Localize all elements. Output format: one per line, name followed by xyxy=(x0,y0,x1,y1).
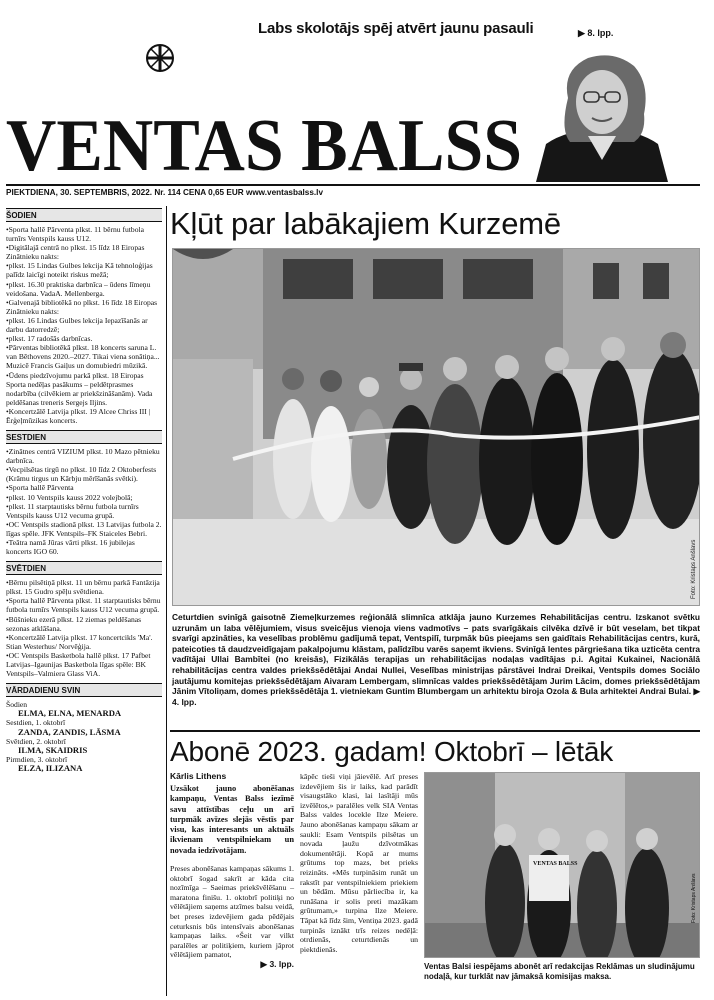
sidebar-event: •Sporta hallē Pārventa plkst. 11 bērnu futbola turnīrs Ventspils kauss U12. xyxy=(6,225,144,244)
sidebar-event: •Koncertzālē Latvija plkst. 17 koncertcikls 'Ma'. Stian Westerhus/ Norvēģija. xyxy=(6,632,153,651)
sidebar-event: Šodien xyxy=(6,700,28,710)
second-byline: Kārlis Lithens xyxy=(170,771,227,781)
sidebar-event: •plkst. 10 Ventspils kauss 2022 volejbolā; xyxy=(6,492,133,502)
sidebar-event: •Sporta hallē Pārventa xyxy=(6,483,74,493)
sidebar-event: •Pārventas bibliotēkā plkst. 18 koncerts saruna L. van Bēthovens 2020.–2027. Tikai viena sonātiņa... Muzicē Francis Gaiļus un domubiedri mūzikā. xyxy=(6,343,160,371)
sidebar-event: ZANDA, ZANDIS, LĀSMA xyxy=(18,726,121,737)
sidebar-section xyxy=(6,208,162,425)
coat-of-arms-icon xyxy=(147,45,173,71)
photo-credit: Foto: Kristaps Anšlavs xyxy=(691,539,697,599)
sidebar-event: •OC Ventspils stadionā plkst. 13 Latvijas futbola 2. līgas spēle. JFK Ventspils–FK Staiceles Bebri. xyxy=(6,519,162,538)
masthead-title: VENTAS BALSS xyxy=(6,105,522,178)
sidebar-section-heading: ŠODIEN xyxy=(6,208,162,222)
section-rule xyxy=(170,730,700,732)
main-headline: Kļūt par labākajiem Kurzemē xyxy=(170,206,561,241)
sidebar-event: ELMA, ELNA, MENARDA xyxy=(18,708,122,719)
sidebar-section-heading: VĀRDADIENU SVIN xyxy=(6,683,162,697)
sidebar-section-heading: SESTDIEN xyxy=(6,430,162,444)
teaser-portrait xyxy=(526,40,678,182)
sidebar-event: Sestdien, 1. oktobrī xyxy=(6,718,66,728)
sidebar-section xyxy=(6,430,162,556)
events-sidebar xyxy=(6,208,162,778)
teaser-headline: Labs skolotājs spēj atvērt jaunu pasauli xyxy=(258,20,534,37)
sidebar-section xyxy=(6,561,162,678)
sidebar-event: •Ūdens piedzīvojumu parkā plkst. 18 Eiropas Sporta nedēļas pasākums – peldētprasmes nodarbība (cilvēkiem ar priekšzināšanām). Vada peldēšanas treneris Sergejs Iljins. xyxy=(6,370,153,407)
sidebar-event: •plkst. 16.30 praktiska darbnīca – ūdens līmeņu veidošana. VadaA. Mellenberga. xyxy=(6,279,151,298)
main-lead-ref-text: 4. lpp. xyxy=(172,696,197,707)
teaser-page-ref: ▶ 8. lpp. xyxy=(578,28,614,38)
sidebar-event: •plkst. 16 Lindas Gulbes lekcija Iepazīšanās ar darbu datorredzē; xyxy=(6,315,148,335)
second-col-1 xyxy=(170,784,294,970)
sidebar-event: •plkst. 11 starptautisks bērnu futbola turnīrs Ventspils kauss U12 vecuma grupā. xyxy=(6,501,139,520)
teaser-page-ref-text: 8. lpp. xyxy=(587,28,614,38)
sidebar-event: •OC Ventspils Basketbola hallē plkst. 17 Pafbet Latvijas–Igaunijas Basketbola līgas spēle: BK Ventspils–Valmiera Glass ViA. xyxy=(6,650,151,679)
masthead-rule xyxy=(6,184,700,186)
main-lead-ref[interactable]: ▶ 4. lpp. xyxy=(172,686,701,707)
sidebar-event: •Digitālajā centrā no plkst. 15 līdz 18 Eiropas Zinātnieku nakts: xyxy=(6,243,145,262)
ribbon-cutting-photo xyxy=(172,248,700,606)
sidebar-event: •plkst. 15 Lindas Gulbes lekcija Kā tehnoloģijas palīdz laicīgi noteikt riskus mežā; xyxy=(6,261,153,280)
sidebar-event: •Koncertzālē Latvija plkst. 19 Alcee Chriss III | Ērģeļmūzikas koncerts. xyxy=(6,406,151,425)
sidebar-event: Pirmdien, 3. oktobrī xyxy=(6,754,68,764)
sidebar-section xyxy=(6,683,162,773)
second-col2-body: kāpēc tieši viņi jāievēlē. Arī preses izdevējiem šis ir laiks, kad parādīt visaugstāko klasi, lai lasītāji mūs izvēlētos,» paralēles velk SIA Ventas Balss valdes locekle Ilze Meiere. Jauno abonēšanas kampaņu sākam ar saukli: Esam Ventspils pilsētas un novada ļaužu dzīvotmākas dokumentētāji. Kopā ar mums grūtums top mazs, bet prieks reizināts. «Mēs turpināsim runāt un rakstīt par ventspilniekiem priekiem un bēdām. Mūsu pārliecība ir, ka runāšana ir solis preti mazākam grūtumam,» turpina Ilze Meiere. Tāpat kā līdz šim, Ventiņa 2023. gadā turpinās iznākt trīs reizes nedēļā: otrdienās, ceturtdienās un piektdienās. xyxy=(300,772,418,954)
second-col1-ref[interactable]: ▶ 3. lpp. xyxy=(260,959,294,970)
sidebar-divider xyxy=(166,206,167,996)
sidebar-event: •Vecpilsētas tirgū no plkst. 10 līdz 2 Oktoberfests (Krāmu tirgus un Kārbju mērīšanās svētki). xyxy=(6,465,157,484)
main-lead-text: Ceturtdien svinīgā gaisotnē Ziemeļkurzemes reģionālā slimnīca atklāja jauno Kurzemes Rehabilitācijas centru. Izskanot svētku uzrunām un laba vēlējumiem, visus sveicējus vienoja viens vadmotīvs – pats svarīgākais cilvēka dzīvē ir būt veselam, bet tikpat svarīgi apzināties, ka veselības problēmu gadījumā tepat, Ventspilī, turpmāk būs pieejams sen gaidītais Rehabilitācijas centrs, kurā, pateicoties tā daudzveidīgajam pakalpojumu klāstam, palīdzību varēs saņemt ikviens. Svinīgā lentes pārgriešana tika uzticēta centra vadītājai Ullai Bambītei (no kreisās), Fizikālās terapijas un rehabilitācijas nodaļas vadītājas p.i. Agitai Kukainei, Nacionālā rehabilitācijas centra valdes priekšsēdētājai Andai Nullei, Veselības ministrijas pārstāvei Indrai Dreikai, Ventspils domes Sociālo jautājumu komitejas priekšsēdētājam Aivaram Lembergam, slimnīcas valdes priekšsēdētājam Jurim Lācim, domes priekšsēdētājam Jānim Vītoliņam, domes priekšsēdētāja 1. vietniekam Guntim Blumbergam un arhitektu biroja Ozola & Bula arhitektei Andrai Bulai. xyxy=(172,612,700,697)
sidebar-event: •Sporta hallē Pārventa plkst. 11 starptautisks bērnu futbola turnīrs Ventspils kauss U12 vecuma grupā. xyxy=(6,596,161,615)
sidebar-event: Svētdien, 2. oktobrī xyxy=(6,736,66,746)
sidebar-event: ILMA, SKAIDRIS xyxy=(18,744,88,755)
subscription-photo xyxy=(424,772,700,958)
sidebar-event: •Teātra namā Jūras vārti plkst. 16 jubilejas koncerts IGO 60. xyxy=(6,538,135,557)
second-intro: Uzsākot jauno abonēšanas kampaņu, Ventas Balss iezīmē savu attīstības ceļu un arī turpmāk avīzes slejās vēstīs par visu, kas interesants un aktuāls ikvienam ventspilniekam un novada iedzīvotājam. xyxy=(170,784,294,855)
masthead-logo xyxy=(6,18,526,178)
sidebar-event: •Būšnieku ezerā plkst. 12 ziemas peldēšanas sezonas atklāšana. xyxy=(6,614,142,633)
second-col1-body: Preses abonēšanas kampaņas sākums 1. oktobrī šogad sakrīt ar kāda cita nozīmīga – Saeimas priekšvēlēšanu – maratona finišu. 1. oktobrī politiķi no vēlētājiem saņems atzīmes balsu veidā, bet preses izdevējiem gada pēdējais ceturksnis būs intensīvais abonēšanas kampaņas laiks. «Šeit var vilkt paralēles ar politiķiem, kuriem jāprot vēlētājiem pamatot, xyxy=(170,864,294,960)
second-col1-ref-text: 3. lpp. xyxy=(269,959,294,970)
second-col-2 xyxy=(300,772,418,954)
second-photo-credit: Foto: Kristaps Anšlavs xyxy=(691,873,697,923)
sidebar-event: •plkst. 17 radošās darbnīcas. xyxy=(6,334,93,344)
sidebar-event: •Bērnu pilsētiņā plkst. 11 un bērnu parkā Fantāzija plkst. 15 Gudro spēļu svētdiena. xyxy=(6,578,160,597)
masthead-dateline: PIEKTDIENA, 30. SEPTEMBRIS, 2022. Nr. 114 CENA 0,65 EUR www.ventasbalss.lv xyxy=(6,188,324,197)
sidebar-event: •Galvenajā bibliotēkā no plkst. 16 līdz 18 Eiropas Zinātnieku nakts: xyxy=(6,297,158,316)
sidebar-section-heading: SVĒTDIEN xyxy=(6,561,162,575)
sidebar-event: •Zinātnes centrā VIZIUM plkst. 10 Mazo pētnieku darbnīca. xyxy=(6,447,160,466)
sidebar-event: ELZA, ILIZANA xyxy=(18,762,83,773)
second-headline: Abonē 2023. gadam! Oktobrī – lētāk xyxy=(170,736,614,767)
held-newspaper-title: VENTAS BALSS xyxy=(533,861,578,867)
second-caption: Ventas Balsi iespējams abonēt arī redakcijas Reklāmas un sludinājumu nodaļā, kur turklāt nav jāmaksā komisijas maksa. xyxy=(424,962,695,981)
main-lead xyxy=(172,612,700,707)
